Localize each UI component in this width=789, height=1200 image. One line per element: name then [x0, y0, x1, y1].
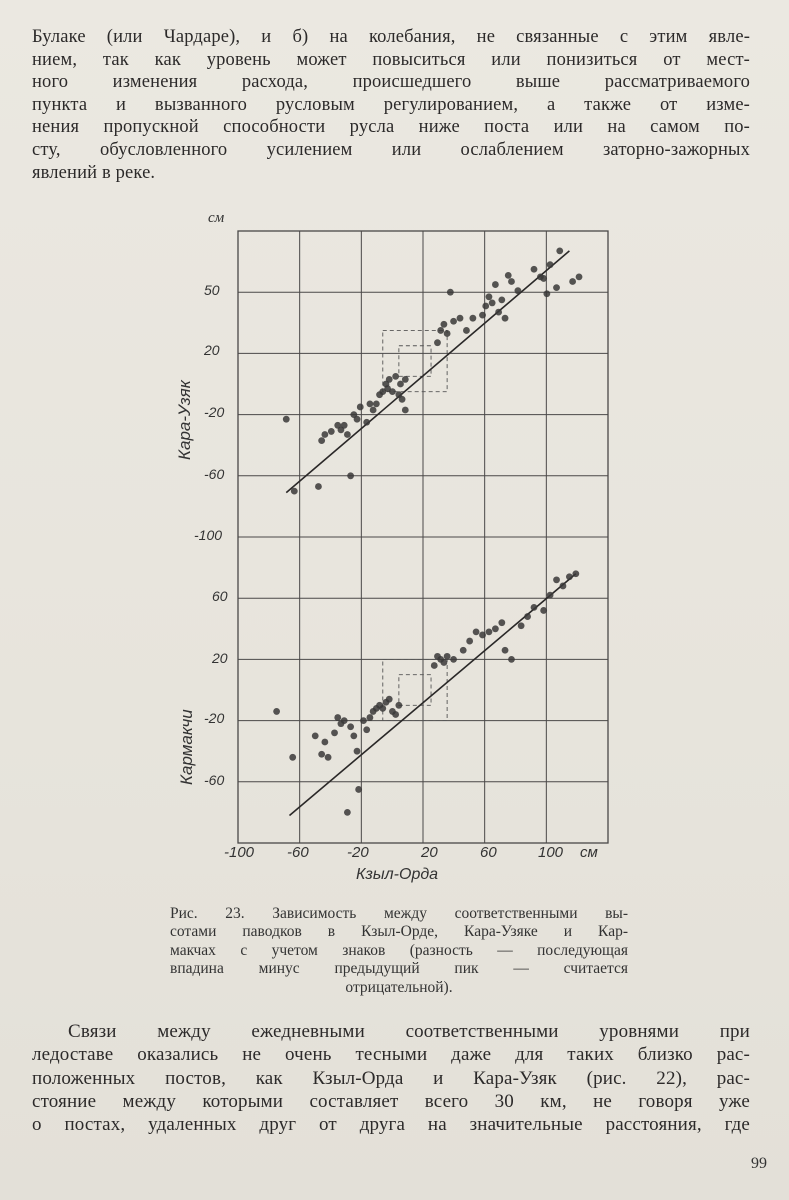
trend-line: [286, 251, 569, 493]
data-point: [341, 422, 348, 429]
data-point: [347, 472, 354, 479]
x-tick-label: -20: [347, 844, 369, 861]
data-point: [354, 416, 361, 423]
data-point: [434, 339, 441, 346]
data-point: [486, 628, 493, 635]
caption-line: сотами паводков в Кзыл-Орде, Кара-Узяке и Кар-: [170, 923, 628, 941]
data-point: [566, 573, 573, 580]
caption-line: Рис. 23. Зависимость между соответственными вы-: [170, 905, 628, 922]
data-point: [344, 809, 351, 816]
x-tick-label: 100: [538, 844, 564, 861]
text-line: Связи между ежедневными соответственными уровнями при: [68, 1021, 750, 1042]
y-axis-label-bottom: Кармакчи: [177, 709, 196, 785]
y-tick-label: 60: [212, 588, 228, 604]
data-point: [392, 373, 399, 380]
data-point: [367, 400, 374, 407]
x-tick-label: 60: [480, 844, 497, 861]
text-line: положенных постов, как Кзыл-Орда и Кара-Узяк (рис. 22), рас-: [32, 1067, 750, 1089]
data-point: [543, 290, 550, 297]
data-point: [321, 431, 328, 438]
text-line: пункта и вызванного русловым регулированием, а также от изме-: [32, 94, 750, 115]
data-point: [325, 754, 332, 761]
data-point: [444, 330, 451, 337]
data-point: [547, 592, 554, 599]
data-point: [360, 717, 367, 724]
data-point: [515, 287, 522, 294]
data-point: [469, 315, 476, 322]
data-point: [572, 570, 579, 577]
data-point: [502, 315, 509, 322]
caption-line: отрицательной).: [345, 978, 453, 996]
data-point: [373, 400, 380, 407]
y-axis-label-top: Кара-Узяк: [175, 380, 194, 460]
data-point: [392, 711, 399, 718]
data-point: [379, 705, 386, 712]
x-tick-label: -100: [224, 844, 255, 861]
data-point: [486, 293, 493, 300]
text-line: о постах, удаленных друг от друга на значительные расстояния, где: [32, 1114, 750, 1136]
data-point: [556, 247, 563, 254]
data-point: [498, 619, 505, 626]
data-point: [386, 376, 393, 383]
data-point: [540, 275, 547, 282]
x-unit-label: см: [580, 844, 598, 861]
data-point: [576, 274, 583, 281]
data-point: [318, 751, 325, 758]
data-point: [363, 726, 370, 733]
data-point: [492, 281, 499, 288]
data-point: [431, 662, 438, 669]
data-point: [524, 613, 531, 620]
text-line: ледоставе оказались не очень тесными даже для таких близко рас-: [32, 1044, 750, 1066]
data-point: [547, 261, 554, 268]
data-point: [502, 647, 509, 654]
data-point: [334, 714, 341, 721]
data-point: [553, 284, 560, 291]
y-tick-label: -60: [204, 772, 225, 788]
y-tick-label: 50: [204, 282, 220, 298]
data-point: [540, 607, 547, 614]
y-tick-label: -20: [204, 404, 225, 420]
x-tick-label: -60: [287, 844, 309, 861]
data-point: [402, 376, 409, 383]
data-point: [344, 431, 351, 438]
data-point: [450, 656, 457, 663]
plot-area: [238, 231, 608, 843]
data-point: [395, 702, 402, 709]
y-tick-label: 20: [204, 342, 220, 358]
y-tick-label: 20: [212, 650, 228, 666]
data-point: [508, 656, 515, 663]
data-point: [321, 739, 328, 746]
data-point: [354, 748, 361, 755]
data-point: [482, 303, 489, 310]
figure-caption: [170, 905, 628, 997]
data-point: [289, 754, 296, 761]
text-line: ного изменения расхода, происшедшего выше рассматриваемого: [32, 72, 750, 93]
data-point: [450, 318, 457, 325]
data-point: [355, 786, 362, 793]
data-point: [508, 278, 515, 285]
x-axis-label: Кзыл-Орда: [356, 866, 439, 883]
text-line: нием, так как уровень может повыситься или понизиться от мест-: [32, 49, 750, 70]
data-point: [460, 647, 467, 654]
text-line: явлений в реке.: [32, 162, 156, 183]
text-line: сту, обусловленного усилением или ослаблением заторно-зажорных: [32, 139, 750, 160]
data-point: [402, 407, 409, 414]
data-point: [399, 396, 406, 403]
x-tick-label: 20: [421, 844, 438, 861]
data-point: [447, 289, 454, 296]
data-point: [283, 416, 290, 423]
data-point: [531, 266, 538, 273]
data-point: [479, 312, 486, 319]
scatter-chart: [170, 205, 610, 885]
caption-line: впадина минус предыдущий пик — считается: [170, 960, 628, 978]
text-line: стояние между которыми составляет всего 30 км, не говоря уже: [32, 1090, 750, 1112]
caption-line: макчах с учетом знаков (разность — последующая: [170, 941, 628, 959]
data-point: [463, 327, 470, 334]
data-point: [473, 628, 480, 635]
data-point: [363, 419, 370, 426]
data-point: [505, 272, 512, 279]
data-point: [498, 296, 505, 303]
data-point: [569, 278, 576, 285]
data-point: [350, 733, 357, 740]
data-point: [560, 583, 567, 590]
data-point: [341, 717, 348, 724]
data-point: [291, 488, 298, 495]
data-point: [553, 576, 560, 583]
data-point: [489, 300, 496, 307]
data-point: [318, 437, 325, 444]
data-point: [357, 404, 364, 411]
data-point: [457, 315, 464, 322]
data-point: [492, 625, 499, 632]
data-point: [441, 659, 448, 666]
data-point: [367, 714, 374, 721]
data-point: [386, 696, 393, 703]
data-point: [273, 708, 280, 715]
data-point: [518, 622, 525, 629]
data-point: [331, 729, 338, 736]
data-point: [531, 604, 538, 611]
y-tick-label: -60: [204, 466, 225, 482]
data-point: [466, 638, 473, 645]
data-point: [479, 632, 486, 639]
bottom-paragraph: [32, 1020, 750, 1136]
text-line: Булаке (или Чардаре), и б) на колебания, не связанные с этим явле-: [32, 27, 750, 47]
y-tick-label: -20: [204, 710, 225, 726]
data-point: [315, 483, 322, 490]
reference-box: [399, 346, 431, 377]
top-paragraph: [32, 26, 750, 184]
data-point: [389, 388, 396, 395]
page-number: 99: [751, 1155, 767, 1172]
unit-label-top: см: [208, 210, 225, 226]
data-point: [328, 428, 335, 435]
data-point: [347, 723, 354, 730]
figure-23: [170, 205, 610, 885]
data-point: [437, 327, 444, 334]
y-tick-label: -100: [194, 527, 223, 543]
data-point: [495, 309, 502, 316]
data-point: [441, 321, 448, 328]
data-point: [312, 733, 319, 740]
data-point: [444, 653, 451, 660]
data-point: [370, 407, 377, 414]
text-line: нения пропускной способности русла ниже поста или на самом по-: [32, 117, 750, 138]
